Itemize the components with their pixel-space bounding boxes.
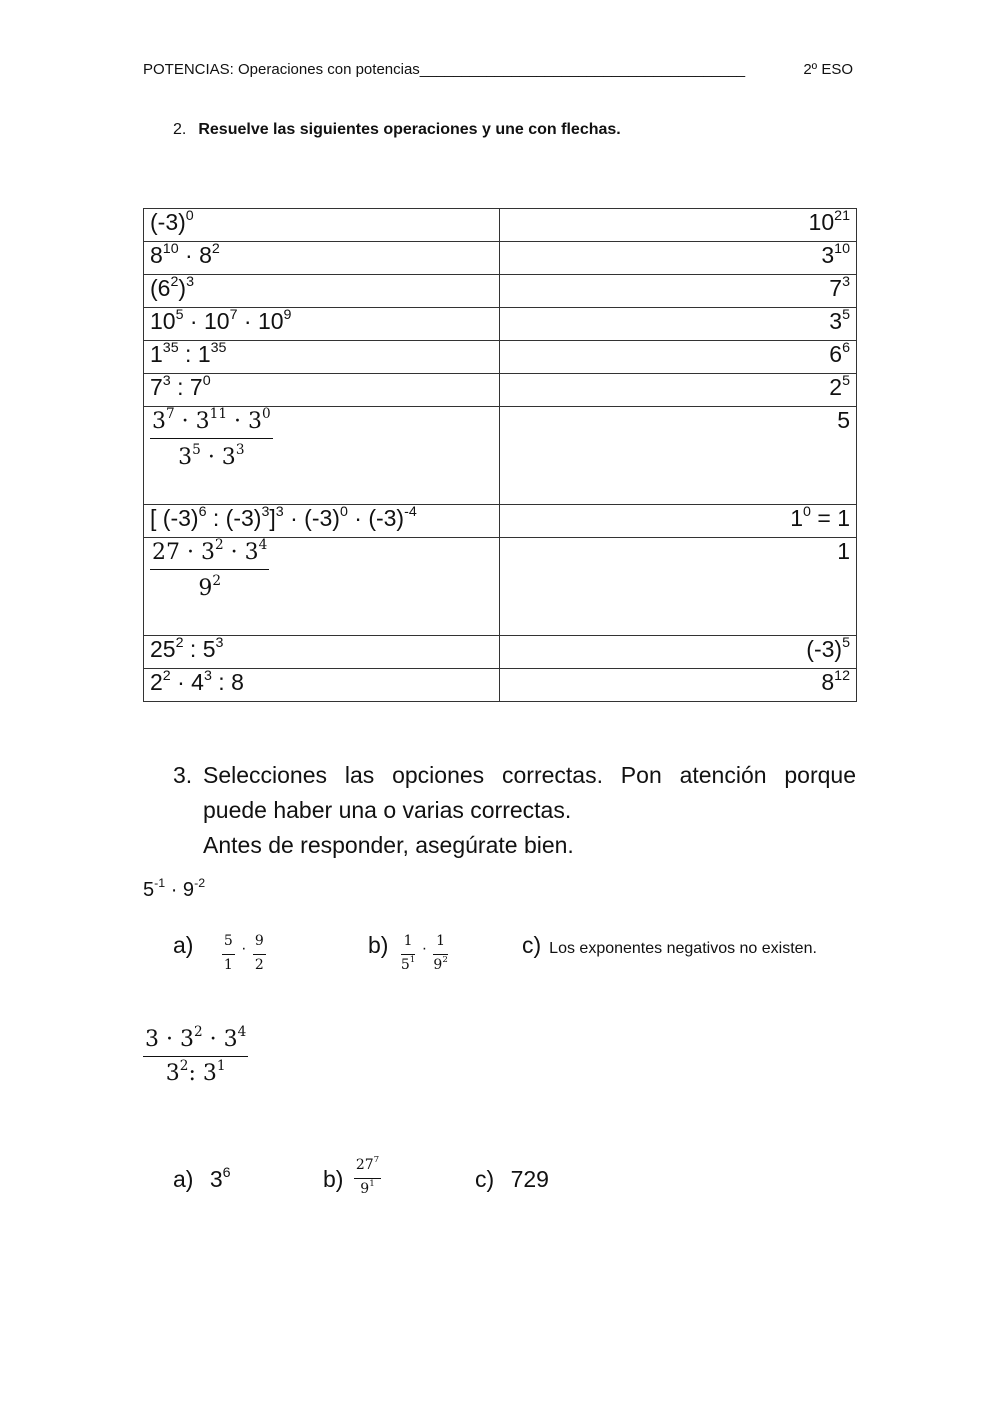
result-cell: $10^{21}$ (500, 209, 857, 242)
result-cell: $1^0 = 1$ (500, 505, 857, 538)
fraction: $\frac{9}{2}$ (254, 933, 264, 973)
exercise-1-expression: $5^{-1} \cdot 9^{-2}$ (143, 876, 206, 901)
exercise-2-expression: $\frac{3 \cdot 3^2 \cdot 3^4}{3^2: 3^1}$ (145, 1024, 247, 1086)
option-c-text: Los exponentes negativos no existen. (549, 940, 817, 957)
result-cell: 5 (500, 407, 857, 505)
question-2-number: 2. (173, 121, 187, 138)
table-row (144, 209, 857, 242)
exercise-2-option-c[interactable] (475, 1166, 549, 1193)
option-b-label: b) (323, 1166, 344, 1192)
result-cell: $3^{10}$ (500, 242, 857, 275)
fraction: $\frac{27 \cdot 3^2 \cdot 3^4}{9^2}$ (152, 537, 268, 601)
result-cell: 1 (500, 538, 857, 636)
table-row (144, 374, 857, 407)
header-grade: 2º ESO (803, 61, 853, 78)
fraction: $\frac{27^7}{9^1}$ (355, 1155, 380, 1197)
operation-cell: $10^5 \cdot 10^7 \cdot 10^9$ (144, 308, 500, 341)
option-a-label: a) (173, 1166, 194, 1192)
option-c-label: c) (522, 932, 542, 958)
fraction: $\frac{3^7 \cdot 3^{11} \cdot 3^0}{3^5 \cdot 3^3}$ (152, 406, 271, 470)
header-title: POTENCIAS: Operaciones con potencias_______________________________________ (143, 61, 746, 78)
operation-cell: $(6^2)^3$ (144, 275, 500, 308)
table-row (144, 341, 857, 374)
operation-cell: [ $(-3)^6$ : $(-3)^3]^3 \cdot (-3)^0 \cdot (-3)^{-4}$ (144, 505, 500, 538)
matching-table (143, 208, 857, 702)
operation-cell (144, 538, 500, 636)
table-row (144, 407, 857, 505)
fraction: $\frac{1}{9^2}$ (433, 933, 448, 973)
table-row (144, 308, 857, 341)
table-row (144, 275, 857, 308)
exercise-1-option-a[interactable]: a) $\frac{5}{1}$ · $\frac{9}{2}$ (173, 932, 264, 973)
exercise-2-option-a[interactable] (173, 1166, 231, 1193)
operation-cell: $(-3)^0$ (144, 209, 500, 242)
result-cell: $7^3$ (500, 275, 857, 308)
table-row (144, 242, 857, 275)
option-b-label: b) (368, 932, 389, 958)
table-row (144, 538, 857, 636)
result-cell: $8^{12}$ (500, 669, 857, 702)
fraction: $\frac{5}{1}$ (223, 933, 233, 973)
option-c-label: c) (475, 1166, 495, 1192)
option-a-value: $3^6$ (209, 1164, 231, 1192)
result-cell: $(-3)^5$ (500, 636, 857, 669)
fraction: $\frac{1}{5^1}$ (400, 933, 416, 973)
question-2-heading (173, 121, 621, 139)
operation-cell: $25^2$ : $5^3$ (144, 636, 500, 669)
result-cell: $6^6$ (500, 341, 857, 374)
exercise-1-option-b[interactable]: b) $\frac{1}{5^1}$ · $\frac{1}{9^2}$ (368, 932, 448, 973)
question-3-subtext: Antes de responder, asegúrate bien. (203, 832, 574, 858)
page-header (143, 61, 853, 78)
exercise-2-option-b[interactable] (323, 1156, 381, 1198)
option-c-value: 729 (510, 1166, 549, 1192)
question-3-text: Selecciones las opciones correctas. Pon atención porque puede haber una o varias correctas. (203, 762, 856, 823)
table-row (144, 669, 857, 702)
result-cell: $3^5$ (500, 308, 857, 341)
operation-cell: $7^3$ : $7^0$ (144, 374, 500, 407)
option-a-label: a) (173, 932, 194, 958)
question-2-instruction: Resuelve las siguientes operaciones y une con flechas. (198, 121, 621, 138)
question-3 (173, 758, 856, 863)
operation-cell: $1^{35}$ : $1^{35}$ (144, 341, 500, 374)
operation-cell: $2^2 \cdot 4^3$ : 8 (144, 669, 500, 702)
table-row (144, 636, 857, 669)
operation-cell: $8^{10} \cdot 8^2$ (144, 242, 500, 275)
table-row (144, 505, 857, 538)
result-cell: $2^5$ (500, 374, 857, 407)
operation-cell (144, 407, 500, 505)
exercise-1-option-c[interactable] (522, 932, 817, 959)
question-3-number: 3. (173, 762, 193, 788)
